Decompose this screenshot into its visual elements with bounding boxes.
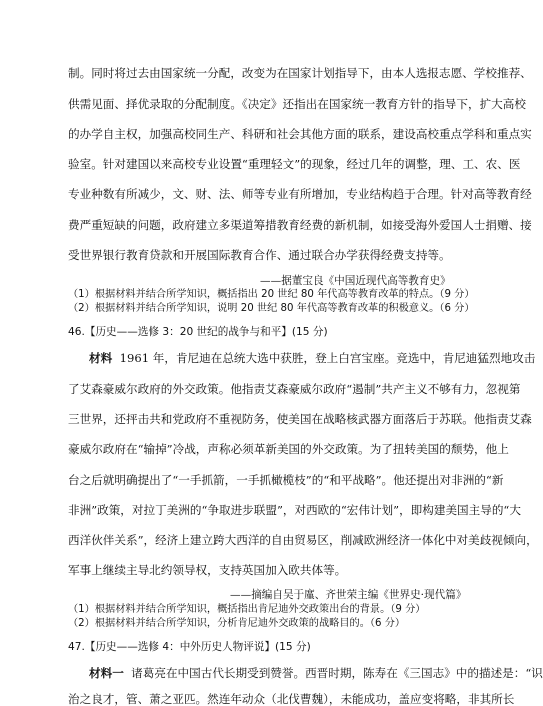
question-item: （1）根据材料并结合所学知识，概括指出肯尼迪外交政策出台的背景。（9 分） <box>68 604 426 615</box>
paragraph-line: 费严重短缺的问题，政府建立多渠道筹措教育经费的新机制，如接受海外爱国人士捐赠、接 <box>68 218 532 232</box>
paragraph-line: 的办学自主权，加强高校同生产、科研和社会其他方面的联系，建设高校重点学科和重点实 <box>68 127 532 141</box>
question-item: （2）根据材料并结合所学知识，分析肯尼迪外交政策的战略目的。（6 分） <box>68 618 406 629</box>
paragraph-line: 台之后就明确提出了“一手抓箭，一手抓橄榄枝”的“和平战略”。他还提出对非洲的“新 <box>68 473 504 487</box>
paragraph-line: 了艾森豪威尔政府的外交政策。他指责艾森豪威尔政府“遏制”共产主义不够有力，忽视第 <box>68 382 521 396</box>
paragraph-line: 非洲”政策，对拉丁美洲的“争取进步联盟”，对西欧的“宏伟计划”，即构建美国主导的“大 <box>68 503 521 517</box>
question-item: （1）根据材料并结合所学知识，概括指出 20 世纪 80 年代高等教育改革的特点。（9 分） <box>68 289 475 300</box>
question-item: （2）根据材料并结合所学知识，说明 20 世纪 80 年代高等教育改革的积极意义。（6 分） <box>68 303 475 314</box>
paragraph-line <box>89 666 543 680</box>
paragraph-line: 验室。针对建国以来高校专业设置“重理轻文”的现象，经过几年的调整，理、工、农、医 <box>68 157 521 171</box>
paragraph-line: 治之良才，管、萧之亚匹。然连年动众（北伐曹魏），未能成功，盖应变将略，非其所长 <box>68 692 515 706</box>
material-label: 材料一 <box>89 666 124 680</box>
paragraph-line: 受世界银行教育贷款和开展国际教育合作、通过联合办学获得经费支持等。 <box>68 248 451 262</box>
paragraph-line: 专业种数有所减少，文、财、法、师等专业有所增加，专业结构趋于合理。针对高等教育经 <box>68 187 532 201</box>
paragraph-line: 军事上继续主导北约领导权，支持英国加入欧共体等。 <box>68 563 347 577</box>
paragraph-line: 制。同时将过去由国家统一分配，改变为在国家计划指导下，由本人选报志愿、学校推荐、 <box>68 66 532 80</box>
material-label: 材料 <box>89 351 113 365</box>
paragraph-line <box>89 351 536 365</box>
paragraph-line: 供需见面、择优录取的分配制度。《决定》还指出在国家统一教育方针的指导下，扩大高校 <box>68 97 526 111</box>
source-citation: ——据董宝良《中国近现代高等教育史》 <box>260 275 451 287</box>
source-citation: ——摘编自吴于廑、齐世荣主编《世界史·现代篇》 <box>230 589 467 601</box>
paragraph-text: 1961 年，肯尼迪在总统大选中获胜，登上白宫宝座。竞选中，肯尼迪猛烈地攻击 <box>119 351 536 365</box>
paragraph-line: 西洋伙伴关系”，经济上建立跨大西洋的自由贸易区，削减欧洲经济一体化中对美歧视倾向， <box>68 533 538 547</box>
section-heading: 46.【历史——选修 3：20 世纪的战争与和平】(15 分) <box>68 326 328 338</box>
paragraph-line: 三世界，还抨击共和党政府不重视防务，使美国在战略核武器方面落后于苏联。他指责艾森 <box>68 412 532 426</box>
paragraph-text: 诸葛亮在中国古代长期受到赞誉。西晋时期，陈寿在《三国志》中的描述是：“识 <box>131 666 543 680</box>
paragraph-line: 豪威尔政府在“输掉”冷战，声称必须革新美国的外交政策。为了扭转美国的颓势，他上 <box>68 442 509 456</box>
section-heading: 47.【历史——选修 4：中外历史人物评说】(15 分) <box>68 641 311 653</box>
